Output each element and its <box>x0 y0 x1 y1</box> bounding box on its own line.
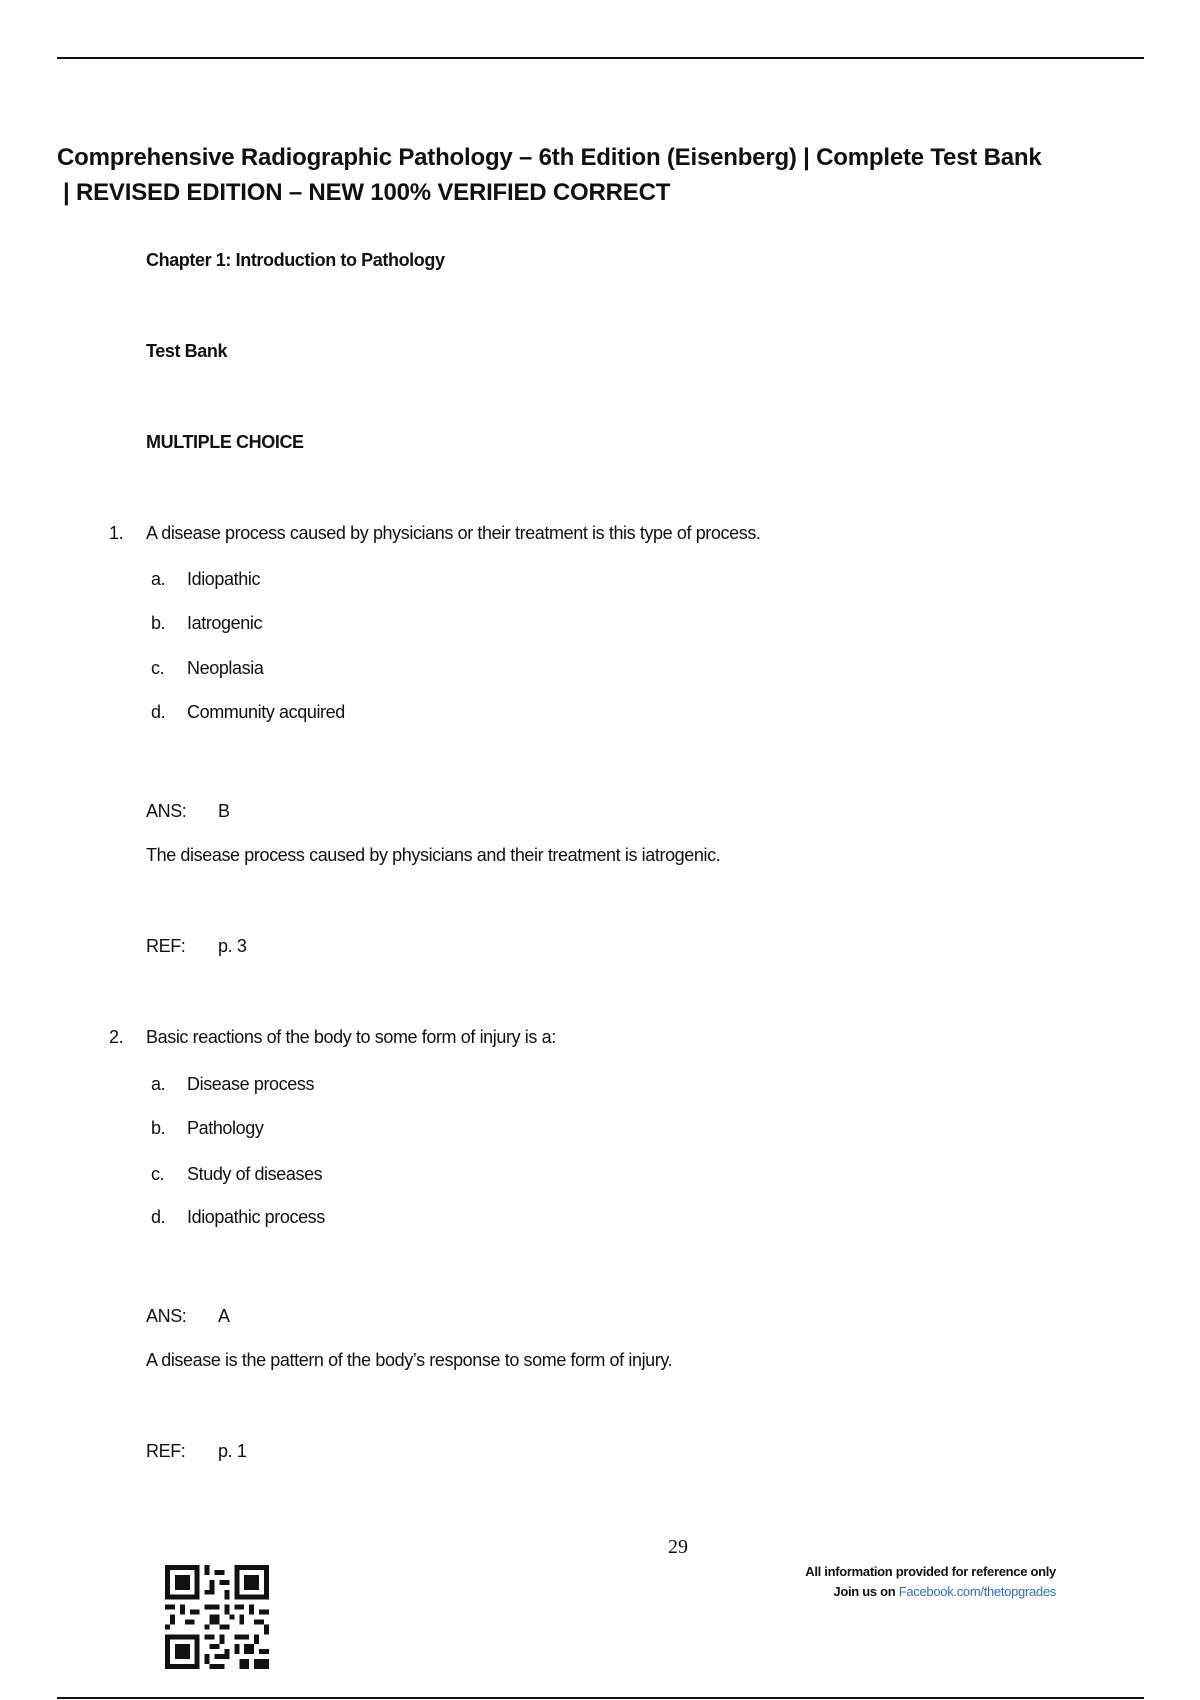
document-title <box>57 140 1117 210</box>
option-text: Idiopathic <box>187 569 261 589</box>
option-text: Pathology <box>187 1118 264 1138</box>
option-letter: c. <box>151 658 165 678</box>
option-letter: b. <box>151 613 166 633</box>
reference-label: REF: <box>146 1441 186 1461</box>
section-heading: Test Bank <box>146 341 228 361</box>
option-text: Iatrogenic <box>187 613 263 633</box>
reference-value: p. 3 <box>218 936 247 956</box>
disclaimer-text: All information provided for reference only <box>805 1564 1056 1579</box>
option-text: Neoplasia <box>187 658 264 678</box>
option-text: Idiopathic process <box>187 1207 325 1227</box>
option-text: Disease process <box>187 1074 315 1094</box>
question-number: 1. <box>109 523 124 543</box>
header-rule <box>57 57 1144 59</box>
explanation-text: A disease is the pattern of the body’s response to some form of injury. <box>146 1350 673 1370</box>
title-line-1: Comprehensive Radiographic Pathology – 6th Edition (Eisenberg) | Complete Test Bank <box>57 144 1042 171</box>
page-number: 29 <box>668 1536 688 1558</box>
facebook-link[interactable]: Facebook.com/thetopgrades <box>898 1584 1056 1599</box>
title-line-2: | REVISED EDITION – NEW 100% VERIFIED CORRECT <box>63 179 671 206</box>
subsection-heading: MULTIPLE CHOICE <box>146 432 304 452</box>
option-text: Community acquired <box>187 702 345 722</box>
chapter-heading: Chapter 1: Introduction to Pathology <box>146 250 445 270</box>
question-text: Basic reactions of the body to some form of injury is a: <box>146 1027 556 1047</box>
footer-note <box>700 1562 1056 1602</box>
reference-value: p. 1 <box>218 1441 247 1461</box>
answer-label: ANS: <box>146 1306 187 1326</box>
option-letter: b. <box>151 1118 166 1138</box>
reference-label: REF: <box>146 936 186 956</box>
option-letter: c. <box>151 1164 165 1184</box>
answer-value: A <box>218 1306 230 1326</box>
option-text: Study of diseases <box>187 1164 323 1184</box>
answer-label: ANS: <box>146 801 187 821</box>
option-letter: a. <box>151 1074 166 1094</box>
social-line <box>700 1582 1056 1602</box>
option-letter: d. <box>151 1207 166 1227</box>
qr-code-icon <box>165 1565 269 1669</box>
footer-rule <box>57 1697 1144 1699</box>
question-text: A disease process caused by physicians or their treatment is this type of process. <box>146 523 761 543</box>
question-number: 2. <box>109 1027 124 1047</box>
option-letter: d. <box>151 702 166 722</box>
explanation-text: The disease process caused by physicians and their treatment is iatrogenic. <box>146 845 721 865</box>
join-prefix: Join us on <box>833 1584 899 1599</box>
option-letter: a. <box>151 569 166 589</box>
answer-value: B <box>218 801 230 821</box>
